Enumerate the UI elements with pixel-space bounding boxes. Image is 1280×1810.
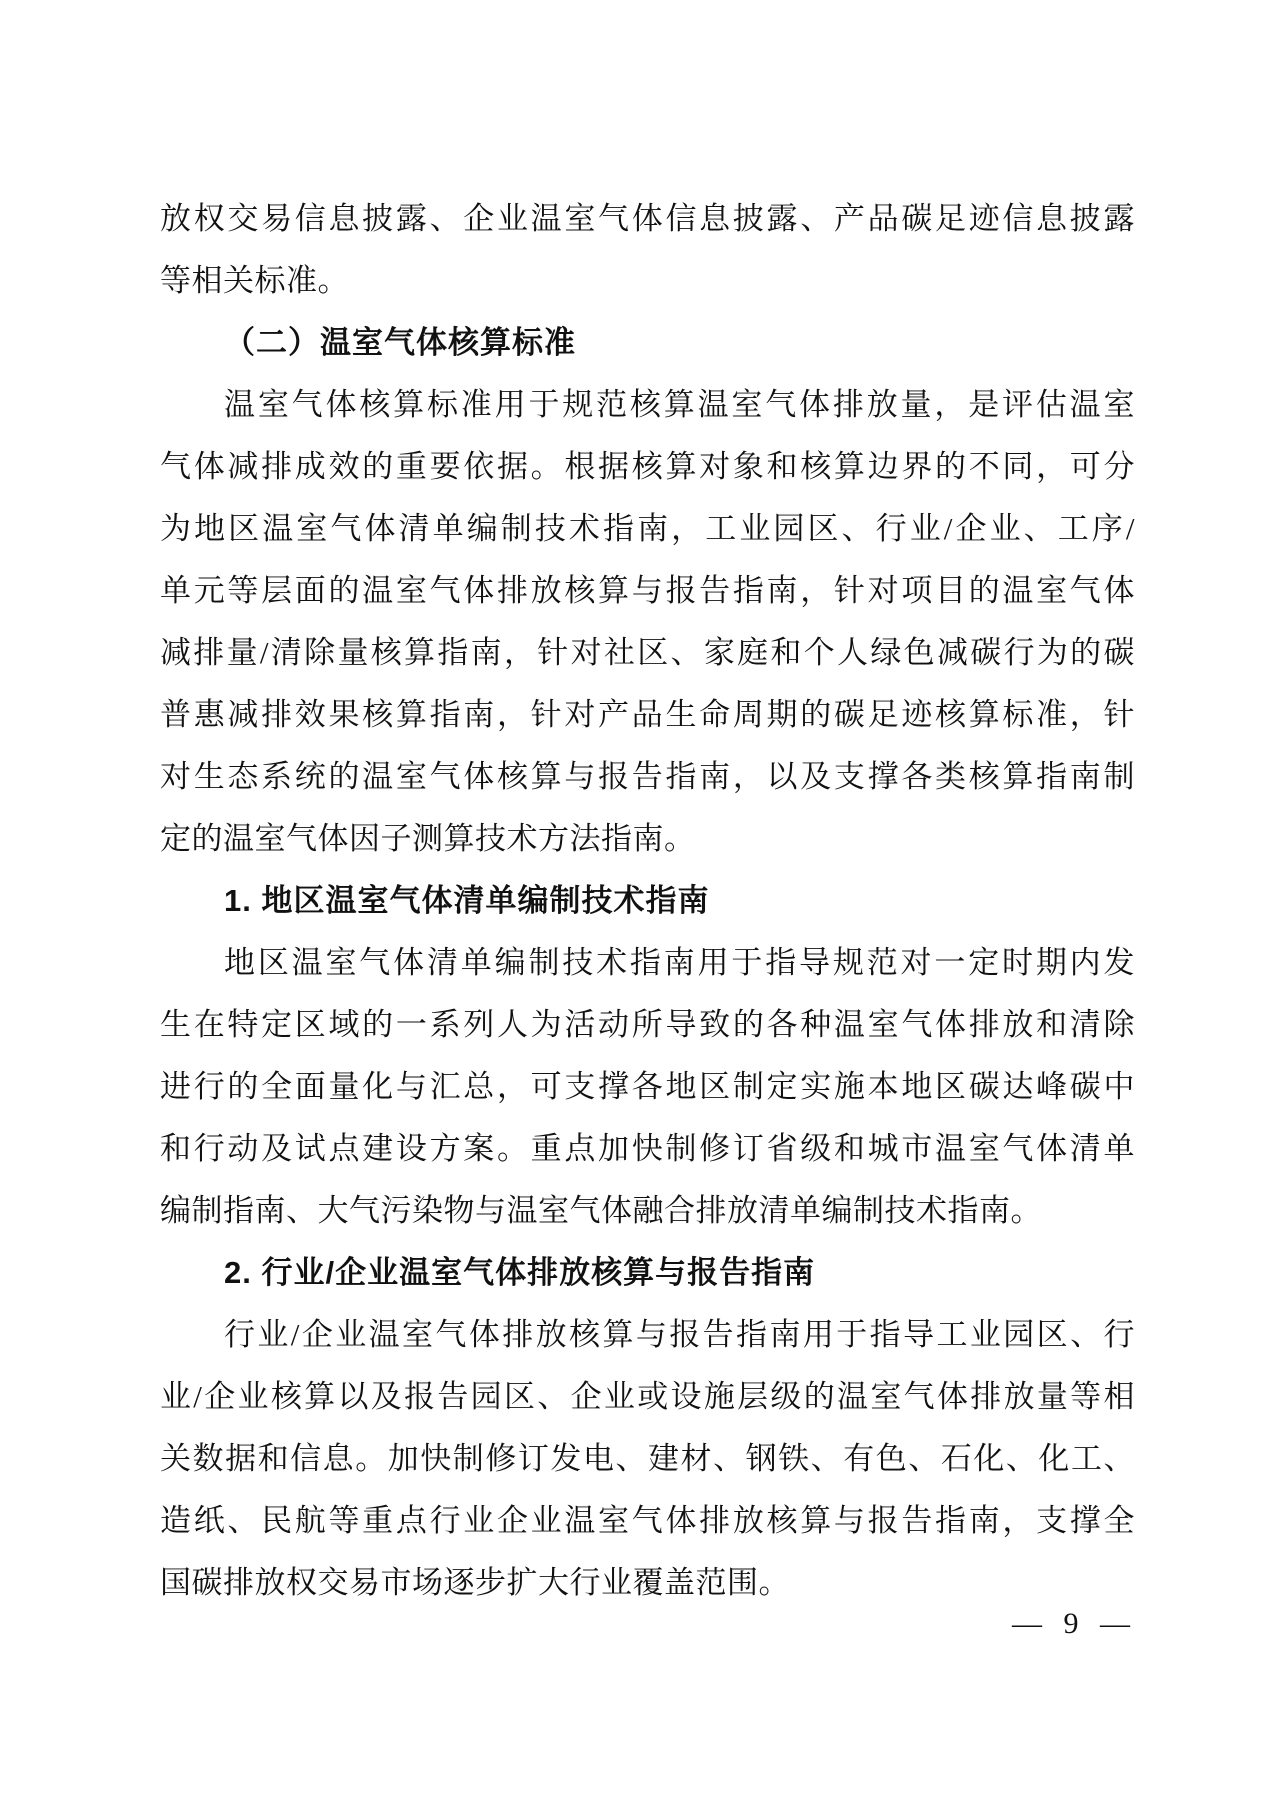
- paragraph-line: 国碳排放权交易市场逐步扩大行业覆盖范围。: [160, 1565, 790, 1600]
- paragraph-line: 放权交易信息披露、企业温室气体信息披露、产品碳足迹信息披露: [160, 201, 1135, 236]
- paragraph-line: 关数据和信息。加快制修订发电、建材、钢铁、有色、石化、化工、: [160, 1441, 1135, 1476]
- paragraph-line: 进行的全面量化与汇总，可支撑各地区制定实施本地区碳达峰碳中: [160, 1069, 1135, 1104]
- paragraph-line: 地区温室气体清单编制技术指南用于指导规范对一定时期内发: [224, 945, 1135, 980]
- paragraph-line: 编制指南、大气污染物与温室气体融合排放清单编制技术指南。: [160, 1193, 1042, 1228]
- paragraph-line: 普惠减排效果核算指南，针对产品生命周期的碳足迹核算标准，针: [160, 697, 1135, 732]
- section-heading: （二）温室气体核算标准: [224, 325, 576, 360]
- paragraph-line: 造纸、民航等重点行业企业温室气体排放核算与报告指南，支撑全: [160, 1503, 1135, 1538]
- subsection-heading-1: 1. 地区温室气体清单编制技术指南: [224, 883, 710, 918]
- paragraph-line: 定的温室气体因子测算技术方法指南。: [160, 821, 696, 856]
- paragraph-line: 和行动及试点建设方案。重点加快制修订省级和城市温室气体清单: [160, 1131, 1135, 1166]
- paragraph-line: 等相关标准。: [160, 263, 349, 298]
- paragraph-line: 温室气体核算标准用于规范核算温室气体排放量，是评估温室: [224, 387, 1135, 422]
- document-body: [160, 188, 1135, 1614]
- paragraph-line: 行业/企业温室气体排放核算与报告指南用于指导工业园区、行: [224, 1317, 1135, 1352]
- page-number: — 9 —: [1012, 1607, 1130, 1640]
- paragraph-line: 生在特定区域的一系列人为活动所导致的各种温室气体排放和清除: [160, 1007, 1135, 1042]
- paragraph-line: 业/企业核算以及报告园区、企业或设施层级的温室气体排放量等相: [160, 1379, 1135, 1414]
- paragraph-line: 为地区温室气体清单编制技术指南，工业园区、行业/企业、工序/: [160, 511, 1135, 546]
- paragraph-line: 对生态系统的温室气体核算与报告指南，以及支撑各类核算指南制: [160, 759, 1135, 794]
- paragraph-line: 气体减排成效的重要依据。根据核算对象和核算边界的不同，可分: [160, 449, 1135, 484]
- subsection-heading-2: 2. 行业/企业温室气体排放核算与报告指南: [224, 1255, 816, 1290]
- paragraph-line: 减排量/清除量核算指南，针对社区、家庭和个人绿色减碳行为的碳: [160, 635, 1135, 670]
- paragraph-line: 单元等层面的温室气体排放核算与报告指南，针对项目的温室气体: [160, 573, 1135, 608]
